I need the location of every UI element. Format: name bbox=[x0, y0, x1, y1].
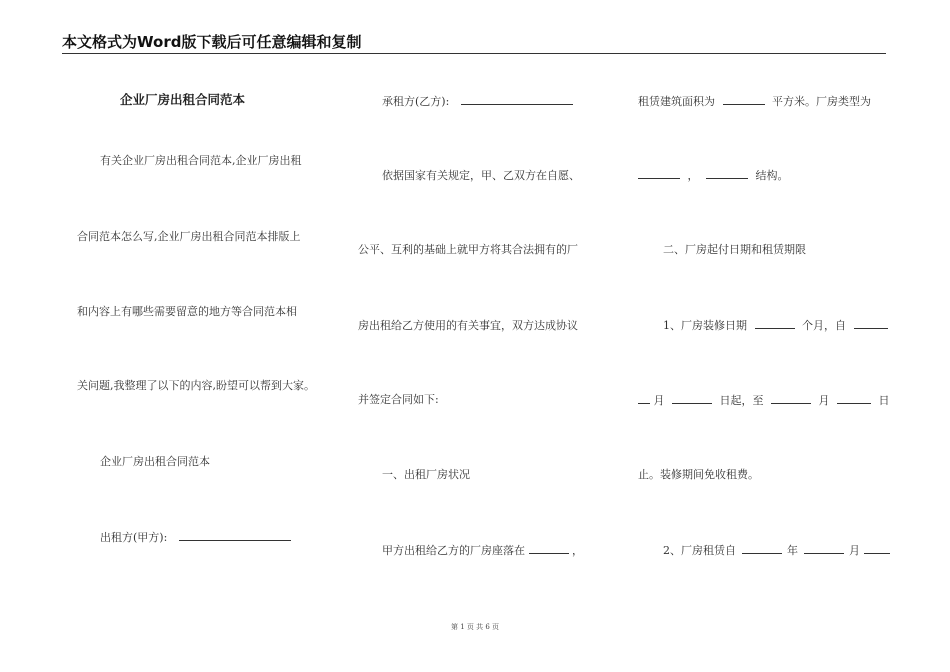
renovation-dates-line bbox=[638, 393, 890, 408]
location-label: 甲方出租给乙方的厂房座落在 bbox=[382, 544, 525, 557]
location-field bbox=[382, 543, 583, 558]
lease-day-blank bbox=[864, 543, 890, 554]
intro-line-1: 有关企业厂房出租合同范本,企业厂房出租 bbox=[100, 154, 302, 167]
lessor-label: 出租方(甲方): bbox=[100, 531, 168, 544]
lessor-blank bbox=[179, 530, 291, 541]
end-day-blank bbox=[837, 393, 871, 404]
renovation-start-blank bbox=[854, 318, 888, 329]
type-blank bbox=[638, 168, 680, 179]
lessee-blank bbox=[461, 94, 573, 105]
year-label: 年 bbox=[787, 544, 798, 557]
lessor-field bbox=[100, 530, 291, 545]
day-label: 日 bbox=[878, 394, 890, 407]
renovation-months-blank bbox=[755, 318, 795, 329]
document-title: 企业厂房出租合同范本 bbox=[120, 92, 246, 107]
structure-comma: ， bbox=[687, 169, 699, 182]
lease-year-blank bbox=[742, 543, 782, 554]
location-blank bbox=[529, 543, 569, 554]
clause-line-2: 公平、互利的基础上就甲方将其合法拥有的厂 bbox=[358, 243, 578, 256]
clause-line-1: 依据国家有关规定，甲、乙双方在自愿、 bbox=[382, 169, 580, 182]
area-suffix: 平方米。厂房类型为 bbox=[772, 95, 871, 108]
lease-term-line bbox=[663, 543, 890, 558]
area-line bbox=[638, 94, 871, 109]
area-label: 租赁建筑面积为 bbox=[638, 95, 715, 108]
location-suffix: ， bbox=[572, 544, 583, 557]
lessee-field bbox=[382, 94, 573, 109]
intro-line-3: 和内容上有哪些需要留意的地方等合同范本相 bbox=[77, 305, 297, 318]
structure-suffix: 结构。 bbox=[755, 169, 789, 182]
area-blank bbox=[723, 94, 765, 105]
renovation-suffix: 个月，自 bbox=[802, 319, 846, 332]
subtitle: 企业厂房出租合同范本 bbox=[100, 455, 210, 468]
renovation-label: 1、厂房装修日期 bbox=[663, 319, 747, 332]
intro-line-4: 关问题,我整理了以下的内容,盼望可以帮到大家。 bbox=[77, 379, 315, 392]
free-rent-line: 止。装修期间免收租费。 bbox=[638, 468, 759, 481]
end-month-blank bbox=[771, 393, 811, 404]
structure-blank bbox=[706, 168, 748, 179]
lessee-label: 承租方(乙方): bbox=[382, 95, 450, 108]
lease-month-blank bbox=[804, 543, 844, 554]
month-label-1: 月 bbox=[653, 394, 665, 407]
from-to-label: 日起，至 bbox=[719, 394, 764, 407]
lease-term-label: 2、厂房租赁自 bbox=[663, 544, 736, 557]
month-label-3: 月 bbox=[849, 544, 860, 557]
page-number: 第 1 页 共 6 页 bbox=[450, 623, 500, 631]
start-month-blank bbox=[638, 393, 650, 404]
month-label-2: 月 bbox=[818, 394, 830, 407]
document-header: 本文格式为Word版下载后可任意编辑和复制 bbox=[62, 33, 886, 54]
section-2-heading: 二、厂房起付日期和租赁期限 bbox=[663, 243, 806, 256]
renovation-line bbox=[663, 318, 888, 333]
clause-line-4: 并签定合同如下: bbox=[358, 393, 439, 406]
clause-line-3: 房出租给乙方使用的有关事宜，双方达成协议 bbox=[358, 319, 578, 332]
intro-line-2: 合同范本怎么写,企业厂房出租合同范本排版上 bbox=[77, 230, 301, 243]
structure-line bbox=[638, 168, 789, 183]
section-1-heading: 一、出租厂房状况 bbox=[382, 468, 470, 481]
start-day-blank bbox=[672, 393, 712, 404]
